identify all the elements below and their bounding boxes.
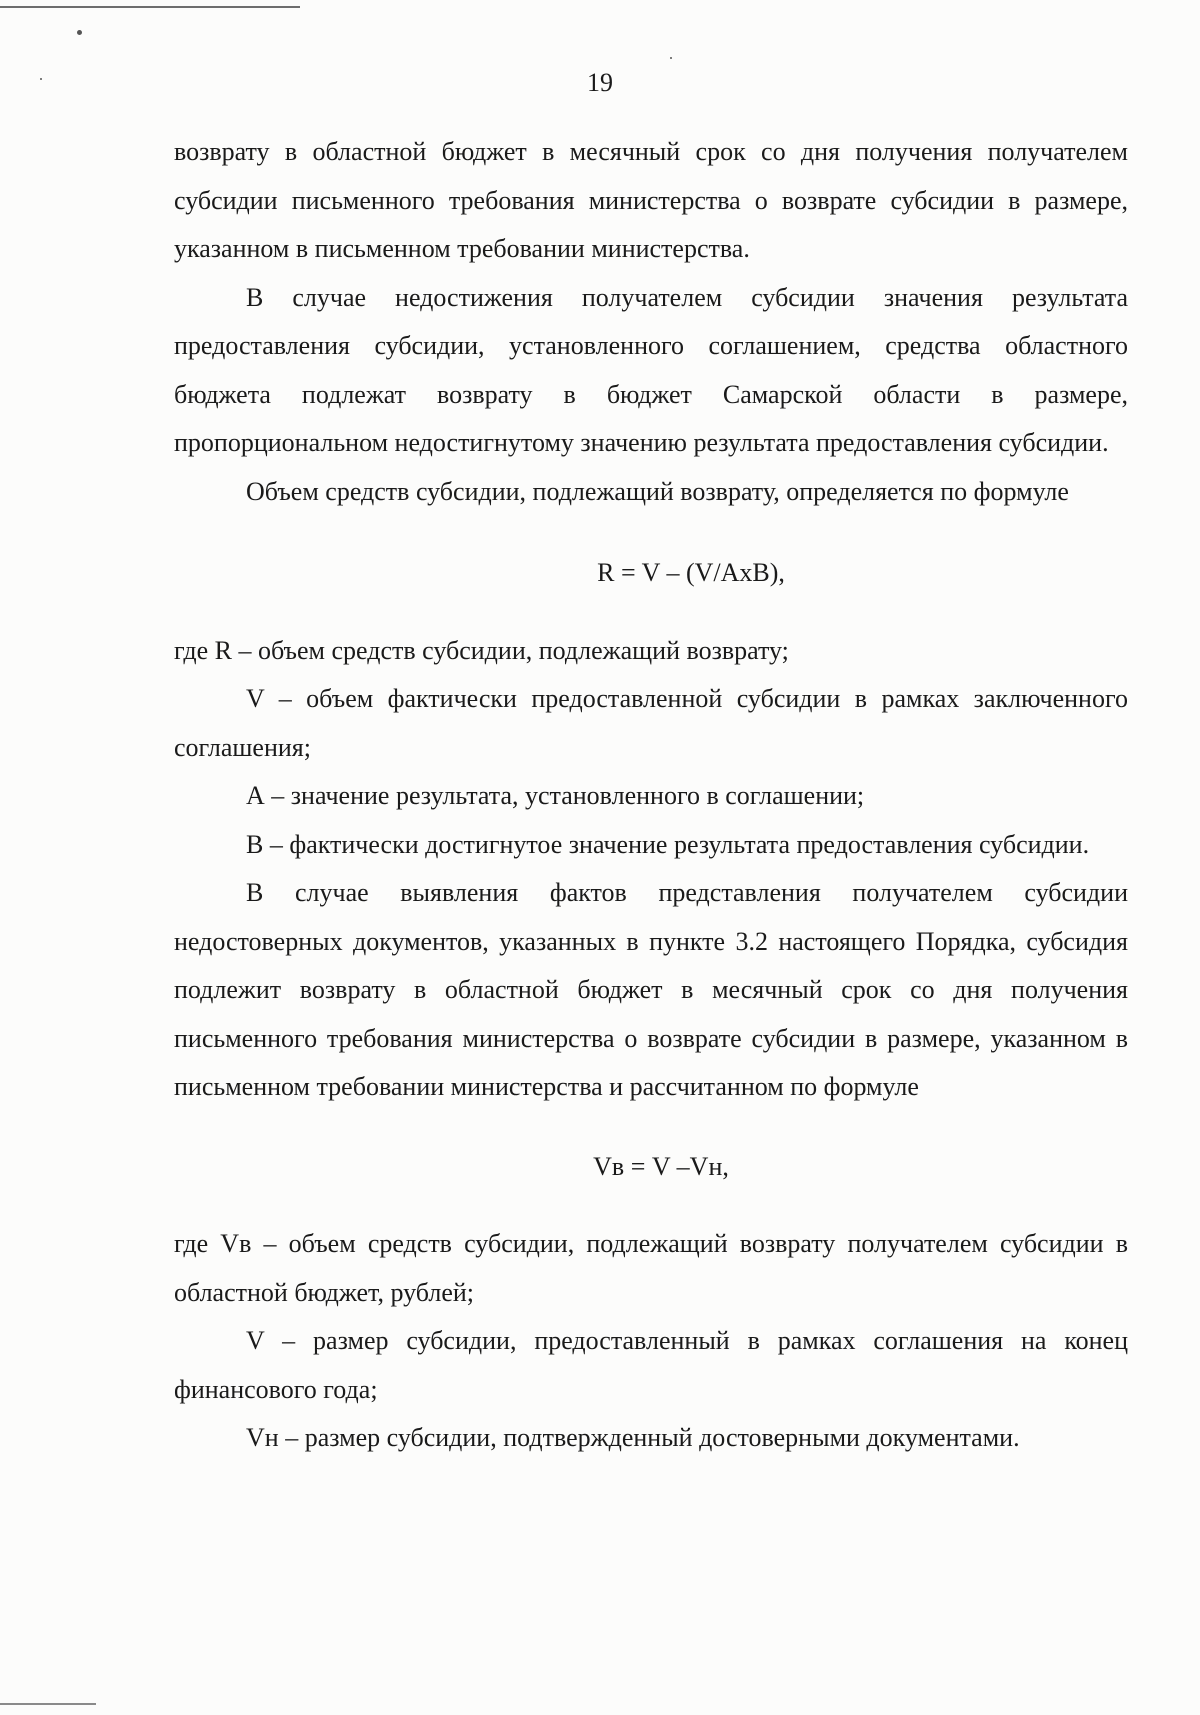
paragraph: V – размер субсидии, предоставленный в рамках соглашения на конец финансового года; — [174, 1326, 1128, 1404]
paragraph: где R – объем средств субсидии, подлежащий возврату; — [174, 635, 789, 665]
paragraph: В – фактически достигнутое значение результата предоставления субсидии. — [246, 829, 1090, 859]
formula: Vв = V –Vн, — [593, 1151, 729, 1181]
formula: R = V – (V/AxB), — [597, 558, 785, 587]
paragraph: возврату в областной бюджет в месячный срок со дня получения получателем субсидии письменного требования министерства о возврате субсидии в размере, указанном в письменном требовании министерства. — [174, 137, 1128, 263]
scan-edge-line-bottom — [0, 1703, 96, 1705]
paragraph: В случае недостижения получателем субсидии значения результата предоставления субсидии, установленного соглашением, средства областного бюджета подлежат возврату в бюджет Самарской области в размере, пропорциональном недостигнутому значению результата предоставления субсидии. — [174, 282, 1128, 457]
scan-speck — [77, 30, 82, 35]
paragraph: А – значение результата, установленного в соглашении; — [246, 781, 865, 810]
scan-edge-line-top — [0, 6, 300, 8]
document-body — [174, 128, 1128, 1463]
paragraph: Vн – размер субсидии, подтвержденный достоверными документами. — [246, 1423, 1020, 1452]
paragraph: В случае выявления фактов представления получателем субсидии недостоверных документов, указанных в пункте 3.2 настоящего Порядка, субсидия подлежит возврату в областной бюджет в месячный срок со дня получения письменного требования министерства о возврате субсидии в размере, указанном в письменном требовании министерства и рассчитанном по формуле — [174, 878, 1128, 1101]
page-number: 19 — [587, 68, 613, 97]
paragraph: где Vв – объем средств субсидии, подлежащий возврату получателем субсидии в областной бюджет, рублей; — [174, 1229, 1128, 1307]
paragraph: Объем средств субсидии, подлежащий возврату, определяется по формуле — [246, 476, 1069, 506]
scan-speck — [670, 57, 672, 59]
paragraph: V – объем фактически предоставленной субсидии в рамках заключенного соглашения; — [174, 684, 1128, 762]
